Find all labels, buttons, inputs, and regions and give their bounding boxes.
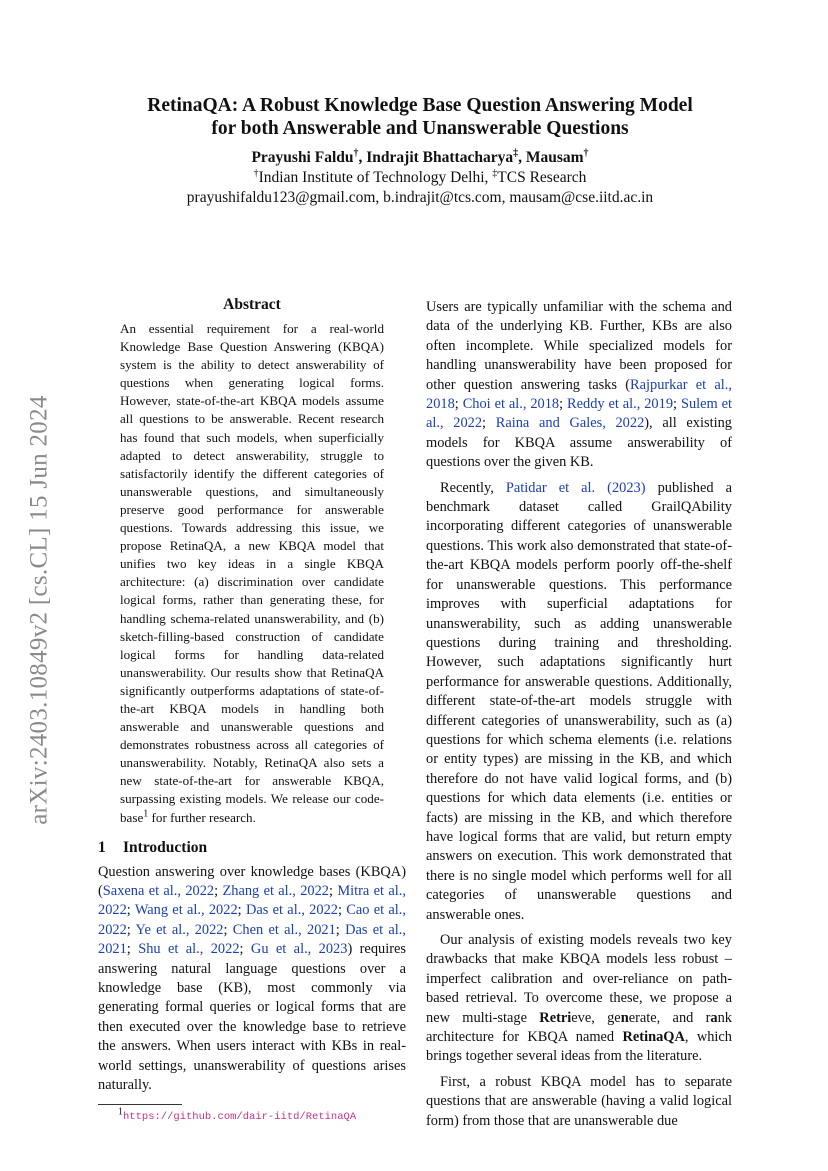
citation-link[interactable]: Chen et al., 2021 <box>232 921 336 938</box>
author-sep-2: , <box>518 149 526 166</box>
left-column <box>98 296 406 1124</box>
model-name: RetinaQA <box>622 1029 685 1046</box>
author-2-mark: ‡ <box>513 147 519 159</box>
footnote-url-link[interactable]: https://github.com/dair-iitd/RetinaQA <box>123 1110 357 1123</box>
text-run: ; <box>337 902 347 919</box>
text-run: Question answering over knowledge bases (KBQA) ( <box>98 863 406 900</box>
title-line-1: RetinaQA: A Robust Knowledge Base Question Answering Model <box>147 95 693 116</box>
section-number: 1 <box>98 838 106 856</box>
text-run: ; <box>237 902 246 919</box>
text-run: erate, and r <box>628 1009 711 1026</box>
intro-paragraph-1 <box>98 863 406 1096</box>
acronym-bold: Retri <box>539 1009 572 1026</box>
text-run: ; <box>126 941 139 958</box>
citation-link[interactable]: Gu et al., 2023 <box>250 941 348 958</box>
abstract-body: An essential requirement for a real-world Knowledge Base Question Answering (KBQA) system is the ability to detect answerability of questions when generating logical forms. However, state-of-the-art KBQA models assume all questions to be answerable. Recent research has found that such models, when superficially adapted to detect answerability, struggle to satisfactorily identify the different categories of unanswerable questions, and simultaneously preserve good performance for answerable questions. Towards addressing this issue, we propose RetinaQA, a new KBQA model that unifies two key ideas in a single KBQA architecture: (a) discrimination over candidate logical forms, rather than generating these, for handling schema-related unanswerability, and (b) sketch-filling-based construction of candidate logical forms for handling data-related unanswerability. Our results show that RetinaQA significantly outperforms adaptations of state-of-the-art KBQA models in handling both answerable and unanswerable questions and demonstrates robustness across all categories of unanswerability. Notably, RetinaQA also sets a new state-of-the-art for answerable KBQA, surpassing existing models. We release our code-base <box>120 321 384 825</box>
affil-inst-1: Indian Institute of Technology Delhi, <box>258 169 493 186</box>
footnote-ref-1[interactable]: 1 <box>143 808 149 820</box>
citation-link[interactable]: Shu et al., 2022 <box>138 941 240 958</box>
title-line-2: for both Answerable and Unanswerable Questions <box>211 118 629 139</box>
right-column <box>426 298 732 1131</box>
text-run: ) requires answering natural language questions over a knowledge base (KB), most commonly via generating formal queries or logical forms that are then executed over the knowledge base to retrieve the answers. When users interact with KBs in real-world settings, unanswerability of questions arises naturally. <box>98 941 406 1094</box>
affil-inst-2: TCS Research <box>497 169 587 186</box>
footnote-divider <box>98 1104 182 1105</box>
text-run: ; <box>673 396 681 413</box>
citation-link[interactable]: Rajpurkar et al., 2018 <box>426 376 732 413</box>
author-3-mark: † <box>583 147 589 159</box>
section-heading-introduction <box>98 839 406 857</box>
text-run: ; <box>239 941 251 958</box>
text-run: , which brings together several ideas from the literature. <box>426 1029 732 1065</box>
text-run: Our analysis of existing models reveals two key drawbacks that make KBQA models less robust – imperfect calibration and over-reliance on path-based retrieval. To overcome these, we propose a new multi-stage <box>426 932 732 1026</box>
text-run: ; <box>329 883 338 900</box>
author-1-mark: † <box>353 147 359 159</box>
text-run: published a benchmark dataset called GrailQAbility incorporating different categories of unanswerable questions. This work also demonstrated that state-of-the-art KBQA models perform poorly off-the-shelf for unanswerable questions. This performance improves with superficial adaptations for unanswerability, such as adding unanswerable questions during training and thresholding. However, such adaptations significantly hurt performance for answerable questions. Additionally, different state-of-the-art models struggle with different categories of unanswerability, such as (a) questions for which schema elements (i.e. relations or entity types) are missing in the KB, and which therefore do not have valid logical forms, and (b) questions for which data elements (i.e. entities or facts) are missing in the KB, and which therefore have logical forms that are valid, but return empty answers on execution. This work demonstrated that there is no single model which performs well for all categories of unanswerable questions and answerable ones. <box>426 479 732 923</box>
arxiv-identifier <box>20 370 60 850</box>
text-run: ; <box>454 396 463 413</box>
abstract-text <box>120 320 384 827</box>
author-emails: prayushifaldu123@gmail.com, b.indrajit@tcs.com, mausam@cse.iitd.ac.in <box>186 189 654 206</box>
footnote-mark: 1 <box>118 1105 123 1117</box>
right-paragraph-4: First, a robust KBQA model has to separate questions that are answerable (having a valid logical form) from those that are unanswerable due <box>426 1073 732 1129</box>
text-run: ; <box>335 921 346 938</box>
text-run: ; <box>126 921 136 938</box>
citation-link[interactable]: Wang et al., 2022 <box>134 902 238 919</box>
text-run: Recently, <box>440 479 506 496</box>
citation-link[interactable]: Patidar et al. (2023) <box>505 479 646 496</box>
citation-link[interactable]: Ye et al., 2022 <box>135 921 224 938</box>
author-1: Prayushi Faldu <box>251 149 354 166</box>
paper-title <box>90 94 750 140</box>
right-paragraph-1 <box>426 298 732 473</box>
right-paragraph-3 <box>426 931 732 1067</box>
citation-link[interactable]: Das et al., 2021 <box>98 921 406 958</box>
footnote-1 <box>98 1105 406 1124</box>
citation-link[interactable]: Zhang et al., 2022 <box>222 883 329 900</box>
affil-mark-2: ‡ <box>492 167 498 179</box>
author-3: Mausam <box>525 149 584 166</box>
section-title: Introduction <box>123 838 208 856</box>
abstract-tail: for further research. <box>148 809 256 825</box>
arxiv-identifier-text: arXiv:2403.10849v2 [cs.CL] 15 Jun 2024 <box>26 395 54 825</box>
text-run: ; <box>214 883 223 900</box>
affiliations <box>90 168 750 188</box>
citation-link[interactable]: Cao et al., 2022 <box>98 902 406 938</box>
abstract-heading: Abstract <box>223 296 281 313</box>
citation-link[interactable]: Choi et al., 2018 <box>462 396 560 413</box>
acronym-bold: a <box>710 1009 718 1026</box>
text-run: Users are typically unfamiliar with the schema and data of the underlying KB. Further, KBs are also often incomplete. While specialized models for handling unanswerability have been proposed for other question answering tasks ( <box>426 299 732 393</box>
acronym-bold: n <box>620 1009 629 1026</box>
right-paragraph-2 <box>426 479 732 925</box>
citation-link[interactable]: Das et al., 2022 <box>245 902 338 919</box>
text-run: eve, ge <box>571 1009 621 1026</box>
author-list <box>90 148 750 168</box>
affil-mark-1: † <box>253 167 259 179</box>
citation-link[interactable]: Saxena et al., 2022 <box>102 883 215 900</box>
text-run: ), all existing models for KBQA assume answerability of questions over the given KB. <box>426 415 732 471</box>
citation-link[interactable]: Reddy et al., 2019 <box>567 396 674 413</box>
paper-header <box>90 94 750 208</box>
text-run: ; <box>559 396 568 413</box>
citation-link[interactable]: Mitra et al., 2022 <box>98 883 406 919</box>
text-run: ; <box>223 921 233 938</box>
text-run: ; <box>482 415 496 432</box>
text-run: nk architecture for KBQA named <box>426 1009 732 1046</box>
citation-link[interactable]: Raina and Gales, 2022 <box>495 415 645 432</box>
citation-link[interactable]: Sulem et al., 2022 <box>426 396 732 432</box>
author-sep-1: , <box>358 149 367 166</box>
author-2: Indrajit Bhattacharya <box>366 149 514 166</box>
text-run: ; <box>126 902 135 919</box>
